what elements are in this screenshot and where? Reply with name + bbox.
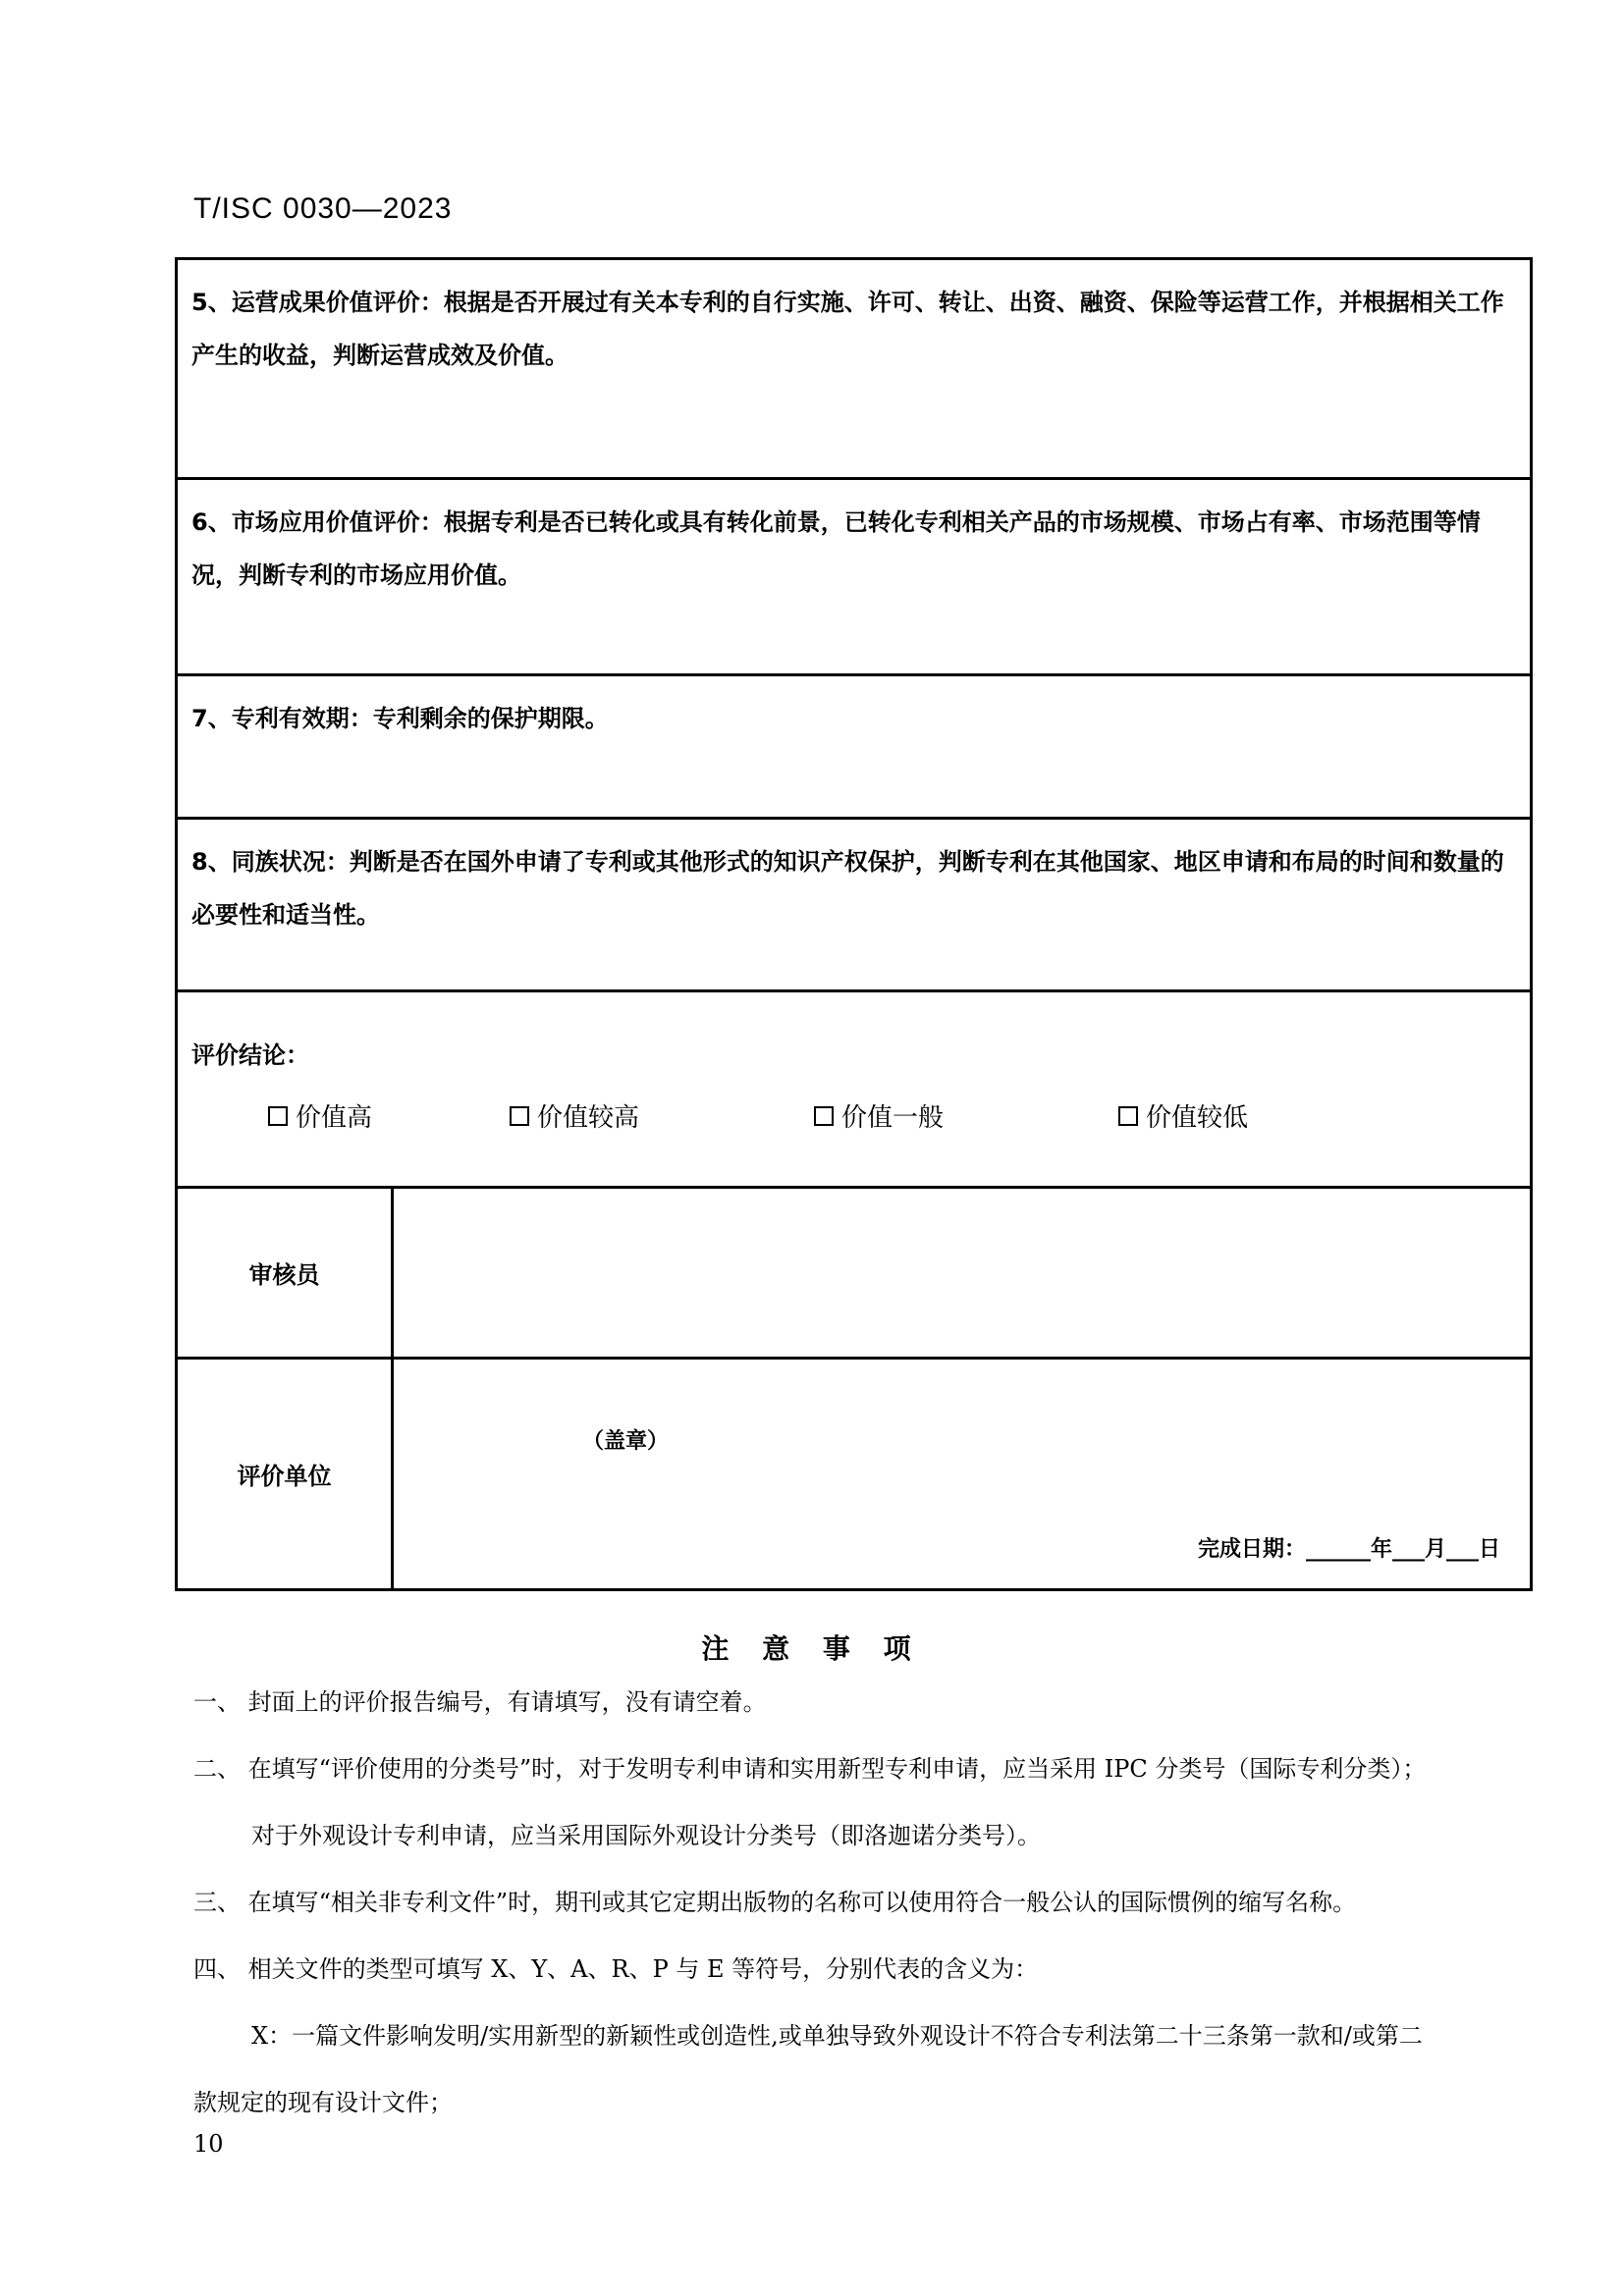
option-label: 价值高 [296, 1103, 373, 1133]
option-label: 价值较低 [1146, 1103, 1249, 1133]
criterion-row-8 [177, 819, 1532, 991]
option-fairly-high[interactable] [510, 1097, 639, 1134]
note-line: 对于外观设计专利申请，应当采用国际外观设计分类号（即洛迦诺分类号）。 [251, 1822, 1041, 1849]
conclusion-options [178, 1070, 1530, 1168]
checkbox-icon[interactable] [814, 1106, 834, 1126]
criterion-text: 6、市场应用价值评价：根据专利是否已转化或具有转化前景，已转化专利相关产品的市场规模、市场占有率、市场范围等情况，判断专利的市场应用价值。 [191, 508, 1481, 589]
note-line: 一、 封面上的评价报告编号，有请填写，没有请空着。 [193, 1688, 767, 1716]
option-average[interactable] [814, 1097, 944, 1134]
unit-label: 评价单位 [177, 1359, 393, 1590]
criterion-text: 8、同族状况：判断是否在国外申请了专利或其他形式的知识产权保护，判断专利在其他国家、地区申请和布局的时间和数量的必要性和适当性。 [191, 848, 1504, 929]
note-line: X：一篇文件影响发明/实用新型的新颖性或创造性,或单独导致外观设计不符合专利法第二十三条第一款和/或第二 [251, 2022, 1423, 2050]
checkbox-icon[interactable] [510, 1106, 529, 1126]
note-line: 二、 在填写“评价使用的分类号”时，对于发明专利申请和实用新型专利申请，应当采用 IPC 分类号（国际专利分类）； [193, 1755, 1427, 1783]
reviewer-field[interactable] [393, 1188, 1532, 1359]
page-number: 10 [193, 2130, 224, 2158]
notes-title: 注 意 事 项 [701, 1632, 923, 1665]
checkbox-icon[interactable] [268, 1106, 288, 1126]
standard-code: T/ISC 0030—2023 [193, 192, 453, 225]
criterion-row-7 [177, 675, 1532, 819]
note-line: 款规定的现有设计文件； [193, 2089, 453, 2116]
completion-date: 完成日期：______年___月___日 [1198, 1537, 1501, 1562]
reviewer-label: 审核员 [177, 1188, 393, 1359]
option-low[interactable] [1118, 1097, 1248, 1134]
checkbox-icon[interactable] [1118, 1106, 1138, 1126]
criterion-row-6 [177, 479, 1532, 675]
unit-field[interactable] [393, 1359, 1532, 1590]
note-line: 四、 相关文件的类型可填写 X、Y、A、R、P 与 E 等符号，分别代表的含义为： [193, 1955, 1039, 1983]
conclusion-row [177, 991, 1532, 1188]
criterion-text: 7、专利有效期：专利剩余的保护期限。 [191, 705, 609, 732]
option-high[interactable] [268, 1097, 372, 1134]
option-label: 价值较高 [537, 1103, 640, 1133]
conclusion-label: 评价结论： [191, 1041, 309, 1069]
unit-row [177, 1359, 1532, 1590]
evaluation-form-table [175, 257, 1533, 1591]
seal-label: （盖章） [582, 1429, 670, 1454]
option-label: 价值一般 [841, 1103, 945, 1133]
criterion-text: 5、运营成果价值评价：根据是否开展过有关本专利的自行实施、许可、转让、出资、融资、保险等运营工作，并根据相关工作产生的收益，判断运营成效及价值。 [191, 289, 1504, 369]
note-line: 三、 在填写“相关非专利文件”时，期刊或其它定期出版物的名称可以使用符合一般公认的国际惯例的缩写名称。 [193, 1889, 1357, 1916]
criterion-row-5 [177, 259, 1532, 479]
reviewer-row [177, 1188, 1532, 1359]
